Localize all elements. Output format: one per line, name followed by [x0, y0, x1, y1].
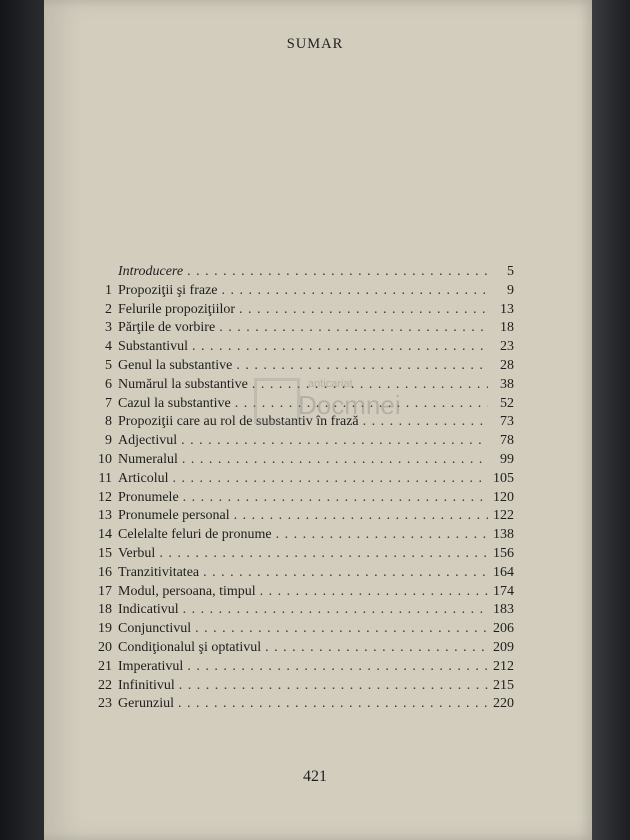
toc-entry-page: 206 [493, 621, 514, 637]
toc-entry-page: 138 [493, 527, 514, 543]
book-spine-shadow [0, 0, 44, 840]
toc-entry [88, 696, 514, 715]
toc-entry-page: 9 [507, 282, 514, 298]
toc-entry [88, 508, 514, 527]
toc-leader-dots [239, 302, 488, 318]
toc-entry [88, 527, 514, 546]
toc-leader-dots [187, 659, 488, 675]
toc-entry-label: Introducere [118, 264, 184, 279]
toc-entry [88, 264, 514, 283]
toc-entry-number: 18 [98, 602, 112, 618]
toc-entry-page: 174 [493, 583, 514, 599]
toc-entry-number: 12 [98, 489, 112, 505]
toc-entry-number: 13 [98, 508, 112, 524]
toc-entry-number: 9 [105, 433, 112, 449]
page-edge-shadow [592, 0, 630, 840]
toc-entry-page: 18 [500, 320, 514, 336]
toc-leader-dots [219, 320, 488, 336]
toc-entry-page: 215 [493, 677, 514, 693]
toc-entry-number: 7 [105, 395, 112, 411]
toc-entry-page: 156 [493, 545, 514, 561]
toc-entry-number: 5 [105, 357, 112, 373]
toc-entry [88, 471, 514, 490]
toc-entry-page: 183 [493, 602, 514, 618]
toc-entry-number: 21 [98, 658, 112, 674]
page-title: SUMAR [286, 36, 344, 52]
toc-entry-number: 15 [98, 545, 112, 561]
toc-entry-label: Modul, persoana, timpul [118, 583, 256, 599]
toc-entry-label: Numeralul [118, 451, 178, 467]
toc-entry-page: 105 [493, 470, 514, 486]
toc-leader-dots [236, 358, 488, 374]
toc-entry-label: Condiţionalul şi optativul [118, 639, 262, 655]
toc-entry [88, 621, 514, 640]
toc-leader-dots [183, 602, 488, 618]
toc-leader-dots [276, 527, 488, 543]
toc-leader-dots [159, 546, 488, 562]
toc-leader-dots [363, 414, 488, 430]
toc-entry [88, 640, 514, 659]
toc-leader-dots [222, 283, 488, 299]
toc-entry [88, 283, 514, 302]
toc-entry [88, 339, 514, 358]
toc-entry-page: 28 [500, 357, 514, 373]
toc-entry-number: 16 [98, 564, 112, 580]
toc-entry-label: Infinitivul [118, 677, 175, 693]
toc-entry-page: 23 [500, 339, 514, 355]
toc-entry [88, 565, 514, 584]
toc-entry-page: 38 [500, 376, 514, 392]
toc-entry-page: 78 [500, 433, 514, 449]
toc-entry-label: Adjectivul [118, 433, 178, 449]
table-of-contents [88, 264, 514, 715]
toc-entry-label: Propoziţii care au rol de substantiv în frază [118, 414, 359, 430]
toc-entry-number: 11 [98, 470, 112, 486]
watermark-small-text: anticariat [308, 378, 353, 390]
toc-entry [88, 358, 514, 377]
toc-entry-page: 164 [493, 564, 514, 580]
toc-entry-page: 209 [493, 639, 514, 655]
toc-entry-label: Substantivul [118, 339, 189, 355]
toc-entry [88, 659, 514, 678]
toc-entry [88, 320, 514, 339]
toc-entry-label: Pronumele personal [118, 508, 230, 524]
toc-entry-label: Gerunziul [118, 696, 174, 712]
watermark-big-text: Docmnei [298, 390, 401, 420]
toc-entry-number: 6 [105, 376, 112, 392]
toc-entry-number: 8 [105, 414, 112, 430]
toc-entry-number: 1 [105, 282, 112, 298]
toc-entry-page: 212 [493, 658, 514, 674]
toc-entry-number: 2 [105, 301, 112, 317]
toc-leader-dots [234, 508, 488, 524]
toc-entry-number: 23 [98, 696, 112, 712]
toc-leader-dots [235, 396, 488, 412]
toc-entry [88, 602, 514, 621]
toc-entry-number: 10 [98, 451, 112, 467]
toc-leader-dots [178, 696, 488, 712]
toc-entry-label: Părţile de vorbire [118, 320, 216, 336]
toc-entry [88, 584, 514, 603]
toc-entry-label: Indicativul [118, 602, 179, 618]
toc-leader-dots [187, 264, 488, 280]
toc-entry-page: 73 [500, 414, 514, 430]
toc-leader-dots [179, 678, 488, 694]
toc-leader-dots [181, 433, 488, 449]
toc-entry [88, 452, 514, 471]
toc-entry [88, 433, 514, 452]
toc-leader-dots [265, 640, 488, 656]
toc-leader-dots [192, 339, 488, 355]
toc-leader-dots [173, 471, 488, 487]
toc-entry [88, 414, 514, 433]
toc-entry-number: 19 [98, 621, 112, 637]
toc-leader-dots [252, 377, 488, 393]
toc-leader-dots [203, 565, 488, 581]
toc-entry-page: 122 [493, 508, 514, 524]
toc-entry-number: 22 [98, 677, 112, 693]
toc-entry-label: Cazul la substantive [118, 395, 231, 411]
toc-entry-number: 14 [98, 527, 112, 543]
toc-entry-label: Tranzitivitatea [118, 564, 200, 580]
toc-leader-dots [195, 621, 488, 637]
toc-entry-page: 5 [507, 264, 514, 279]
toc-entry [88, 302, 514, 321]
toc-entry-page: 120 [493, 489, 514, 505]
toc-entry-number: 20 [98, 639, 112, 655]
toc-entry-page: 13 [500, 301, 514, 317]
toc-leader-dots [260, 584, 488, 600]
toc-entry [88, 490, 514, 509]
toc-entry-page: 99 [500, 451, 514, 467]
toc-entry [88, 396, 514, 415]
toc-entry-number: 3 [105, 320, 112, 336]
toc-entry-label: Numărul la substantive [118, 376, 248, 392]
toc-entry-page: 52 [500, 395, 514, 411]
toc-entry [88, 377, 514, 396]
toc-entry-label: Verbul [118, 545, 156, 561]
toc-entry-number: 4 [105, 339, 112, 355]
toc-entry-label: Celelalte feluri de pronume [118, 527, 272, 543]
toc-entry-number: 17 [98, 583, 112, 599]
toc-entry-label: Pronumele [118, 489, 179, 505]
toc-leader-dots [182, 452, 488, 468]
toc-entry-label: Felurile propoziţiilor [118, 301, 236, 317]
toc-entry-label: Propoziţii şi fraze [118, 282, 218, 298]
toc-entry-page: 220 [493, 696, 514, 712]
toc-entry [88, 678, 514, 697]
toc-leader-dots [183, 490, 488, 506]
toc-entry-label: Articolul [118, 470, 169, 486]
page-number: 421 [303, 768, 327, 785]
toc-entry-label: Conjunctivul [118, 621, 192, 637]
toc-entry [88, 546, 514, 565]
toc-entry-label: Genul la substantive [118, 357, 233, 373]
toc-entry-label: Imperativul [118, 658, 184, 674]
